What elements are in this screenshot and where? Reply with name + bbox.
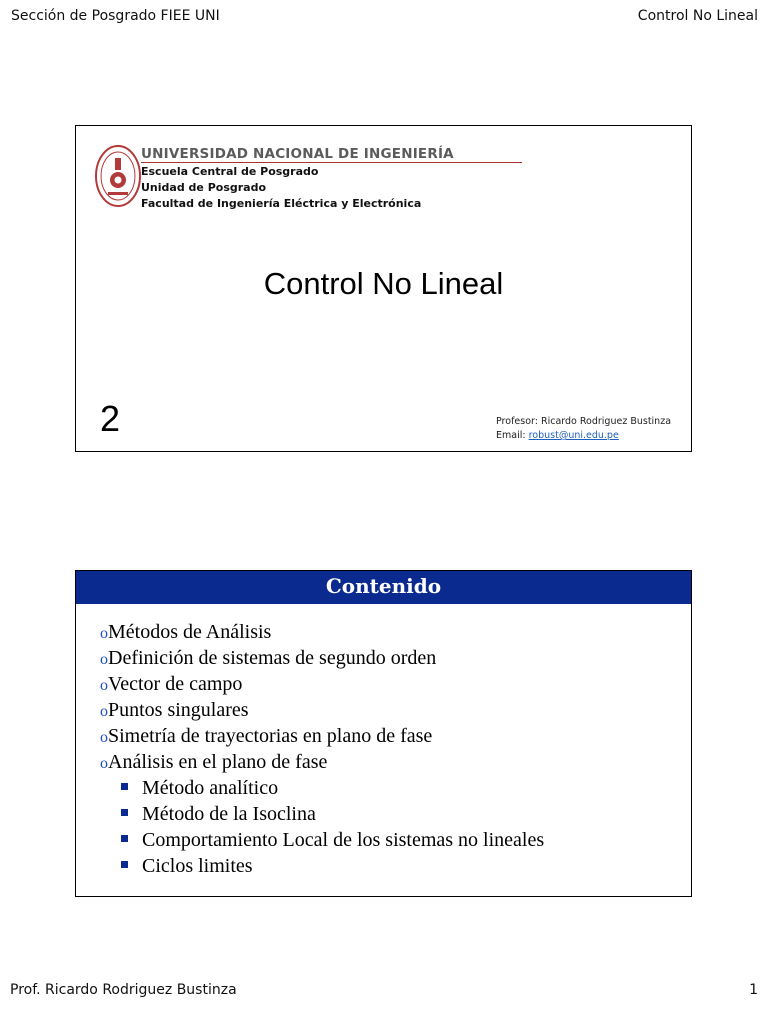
page-number: 1 — [749, 982, 758, 998]
divider — [141, 162, 522, 163]
slide-title: Control No Lineal — [263, 266, 504, 301]
list-item — [100, 723, 544, 749]
circle-bullet-icon: o — [100, 677, 108, 694]
sub-list-item-text: Ciclos limites — [142, 855, 253, 877]
contents-heading: Contenido — [76, 571, 691, 604]
email-line — [496, 430, 619, 441]
circle-bullet-icon: o — [100, 625, 108, 642]
email-label: Email: — [496, 430, 529, 441]
sub-list-item — [100, 853, 544, 879]
page-header-left: Sección de Posgrado FIEE UNI — [11, 8, 220, 24]
sub-list-item-text: Método de la Isoclina — [142, 803, 316, 825]
square-bullet-icon — [121, 861, 128, 868]
list-item-text: Vector de campo — [108, 673, 243, 695]
circle-bullet-icon: o — [100, 755, 108, 772]
university-seal-icon — [94, 144, 142, 208]
contents-slide — [75, 570, 692, 897]
circle-bullet-icon: o — [100, 729, 108, 746]
lecture-number: 2 — [100, 398, 121, 439]
title-slide — [75, 125, 692, 452]
faculty-name: Facultad de Ingeniería Eléctrica y Electrónica — [141, 197, 422, 210]
page-header-right: Control No Lineal — [637, 8, 758, 24]
list-item-text: Análisis en el plano de fase — [108, 751, 328, 773]
university-name: UNIVERSIDAD NACIONAL DE INGENIERÍA — [141, 146, 454, 162]
sub-list-item — [100, 775, 544, 801]
page-footer-left: Prof. Ricardo Rodriguez Bustinza — [10, 982, 237, 998]
circle-bullet-icon: o — [100, 651, 108, 668]
list-item-text: Métodos de Análisis — [108, 621, 272, 643]
contents-list — [100, 619, 544, 879]
list-item — [100, 619, 544, 645]
school-name: Escuela Central de Posgrado — [141, 165, 319, 178]
sub-list-item — [100, 801, 544, 827]
list-item — [100, 671, 544, 697]
list-item — [100, 697, 544, 723]
sub-list-item-text: Comportamiento Local de los sistemas no lineales — [142, 829, 545, 851]
email-link[interactable]: robust@uni.edu.pe — [528, 430, 619, 441]
unit-name: Unidad de Posgrado — [141, 181, 267, 194]
professor-line: Profesor: Ricardo Rodriguez Bustinza — [496, 416, 672, 427]
sub-list-item — [100, 827, 544, 853]
square-bullet-icon — [121, 835, 128, 842]
circle-bullet-icon: o — [100, 703, 108, 720]
list-item — [100, 645, 544, 671]
list-item — [100, 749, 544, 775]
list-item-text: Puntos singulares — [108, 699, 249, 721]
sub-list-item-text: Método analítico — [142, 777, 279, 799]
list-item-text: Simetría de trayectorias en plano de fase — [108, 725, 433, 747]
square-bullet-icon — [121, 809, 128, 816]
list-item-text: Definición de sistemas de segundo orden — [108, 647, 437, 669]
square-bullet-icon — [121, 783, 128, 790]
